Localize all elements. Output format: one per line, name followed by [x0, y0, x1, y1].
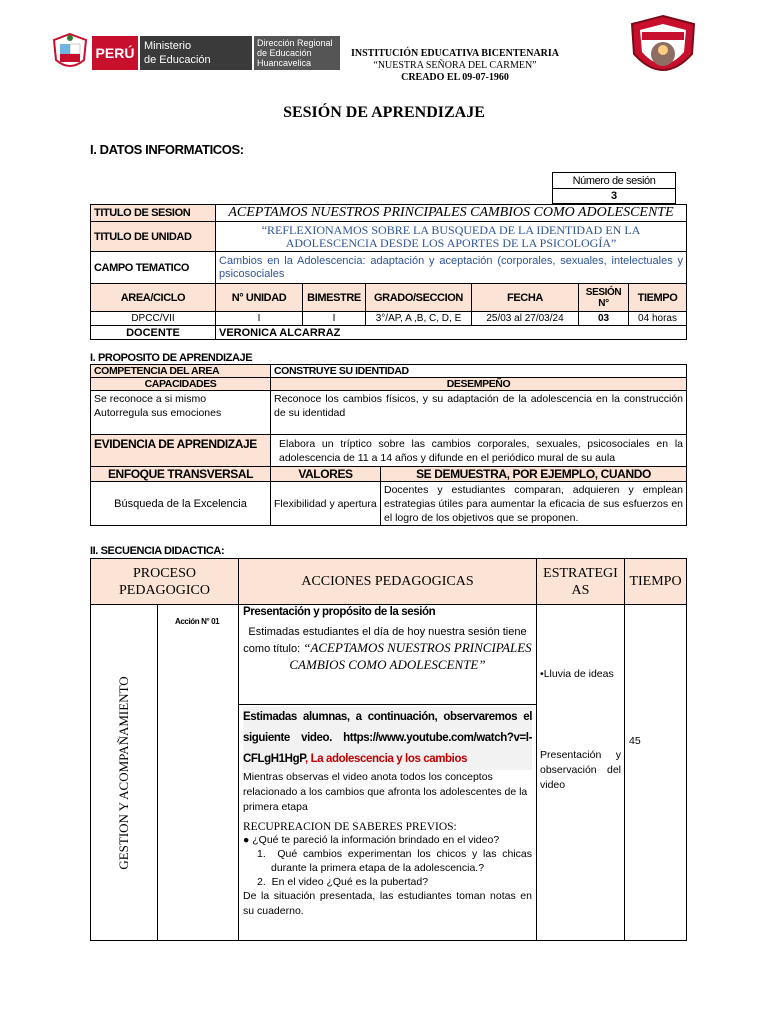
valores-value: Flexibilidad y apertura [271, 482, 381, 526]
proposito-table [90, 364, 687, 526]
secuencia-heading: II. SECUENCIA DIDACTICA: [90, 545, 225, 557]
presentacion-text: Estimadas estudiantes el día de hoy nuestra sesión tiene como título: “ACEPTAMOS NUESTROS PRINCIPALES CAMBIOS COMO ADOLESCENTE” [243, 626, 532, 672]
titulo-unidad-value: “REFLEXIONAMOS SOBRE LA BUSQUEDA DE LA IDENTIDAD EN LA ADOLESCENCIA DESDE LOS APORTES DE LA PSICOLOGÍA” [216, 222, 687, 252]
col-tiempo: TIEMPO [625, 559, 687, 605]
desempeno-value: Reconoce los cambios físicos, y su adaptación de la adolescencia en la construcción de su identidad [271, 391, 687, 435]
val-fecha: 25/03 al 27/03/24 [472, 312, 579, 326]
col-acciones: ACCIONES PEDAGOGICAS [239, 559, 537, 605]
enfoque-label: ENFOQUE TRANSVERSAL [91, 467, 271, 482]
competencia-value: CONSTRUYE SU IDENTIDAD [271, 365, 687, 378]
evidencia-label: EVIDENCIA DE APRENDIZAJE [91, 435, 271, 467]
desempeno-label: DESEMPEÑO [271, 378, 687, 391]
cierre-text: De la situación presentada, las estudiantes toman notas en su cuaderno. [243, 890, 532, 917]
val-grado: 3°/AP, A ,B, C, D, E [366, 312, 472, 326]
docente-label: DOCENTE [91, 326, 216, 340]
estrategia-video: Presentación y observación del video [540, 749, 621, 791]
demuestra-value: Docentes y estudiantes comparan, adquieren y emplean estrategias útiles para aumentar la eficacia de sus esfuerzos en el logro de los objetivos que se proponen. [381, 482, 687, 526]
col-area: AREA/CICLO [91, 284, 216, 312]
col-fecha: FECHA [472, 284, 579, 312]
evidencia-value: Elabora un tríptico sobre las cambios corporales, sexuales, psicosociales en la adolescencia de 11 a 14 años y difunde en el periódico mural de su aula [271, 435, 687, 467]
acciones-cell [239, 605, 537, 941]
school-crest-icon [628, 14, 698, 86]
institution-name: INSTITUCIÓN EDUCATIVA BICENTENARIA “NUESTRA SEÑORA DEL CARMEN” CREADO EL 09-07-1960 [350, 48, 559, 83]
col-proceso: PROCESO PEDAGOGICO [91, 559, 239, 605]
tiempo-value: 45 [629, 735, 641, 747]
vertical-process-label: GESTION Y ACOMPAÑAMIENTO [116, 676, 131, 870]
col-unidad: N° UNIDAD [216, 284, 303, 312]
question-2: 2. En el video ¿Qué es la pubertad? [257, 876, 429, 888]
col-bimestre: BIMESTRE [303, 284, 366, 312]
observa-text: Mientras observas el video anota todos los conceptos relacionado a los cambios que afronta los adolescentes de la primera etapa [243, 771, 528, 813]
capacidades-value: Se reconoce a si mismo Autorregula sus emociones [91, 391, 271, 435]
campo-tematico-value: Cambios en la Adolescencia: adaptación y aceptación (corporales, sexuales, intelectuales y psicosociales [216, 252, 687, 284]
bullet-item: ● ¿Qué te pareció la información brindado en el video? [243, 834, 500, 846]
accion-label: Acción N° 01 [175, 617, 220, 626]
campo-tematico-label: CAMPO TEMATICO [91, 252, 216, 284]
secuencia-table [90, 558, 687, 941]
proposito-heading: I. PROPOSITO DE APRENDIZAJE [90, 352, 253, 364]
val-bimestre: I [303, 312, 366, 326]
val-tiempo: 04 horas [629, 312, 687, 326]
numero-sesion-table [552, 172, 676, 204]
minedu-logo [50, 32, 333, 74]
recuperacion-title: RECUPREACION DE SABERES PREVIOS: [243, 821, 457, 833]
docente-value: VERONICA ALCARRAZ [216, 326, 687, 340]
question-1: 1. Qué cambios experimentan los chicos y las chicas durante la primera etapa de la adolescencia.? [257, 848, 532, 874]
col-estrategias: ESTRATEGIAS [537, 559, 625, 605]
col-grado: GRADO/SECCION [366, 284, 472, 312]
presentacion-title: Presentación y propósito de la sesión [243, 606, 436, 618]
titulo-italic: “ACEPTAMOS NUESTROS PRINCIPALES CAMBIOS COMO ADOLESCENTE” [289, 640, 532, 672]
proceso-cell [91, 605, 239, 941]
tiempo-cell [625, 605, 687, 941]
titulo-unidad-label: TITULO DE UNIDAD [91, 222, 216, 252]
val-sesion: 03 [579, 312, 629, 326]
video-text: Estimadas alumnas, a continuación, observaremos el siguiente video. https://www.youtube.com/watch?v=l-CFLgH1HgP, La adolescencia y los cambios [243, 707, 532, 770]
enfoque-value: Búsqueda de la Excelencia [91, 482, 271, 526]
estrategias-cell [537, 605, 625, 941]
demuestra-label: SE DEMUESTRA, POR EJEMPLO, CUANDO [381, 467, 687, 482]
titulo-sesion-label: TITULO DE SESION [91, 205, 216, 222]
page-title: SESIÓN DE APRENDIZAJE [283, 104, 485, 121]
datos-table [90, 204, 687, 340]
numero-sesion-value: 3 [553, 189, 676, 204]
estrategia-lluvia: •Lluvia de ideas [540, 668, 614, 680]
section-datos-heading: I. DATOS INFORMATICOS: [90, 142, 244, 157]
col-tiempo: TIEMPO [629, 284, 687, 312]
titulo-sesion-value: ACEPTAMOS NUESTROS PRINCIPALES CAMBIOS COMO ADOLESCENTE [216, 205, 687, 222]
col-sesion: SESIÓN N° [579, 284, 629, 312]
direccion-label: Dirección Regional de Educación Huancavelica [254, 36, 340, 70]
capacidades-label: CAPACIDADES [91, 378, 271, 391]
ministerio-label: Ministerio de Educación [140, 36, 252, 70]
val-unidad: I [216, 312, 303, 326]
numero-sesion-label: Número de sesión [553, 173, 676, 189]
peru-shield-icon [50, 32, 90, 74]
competencia-label: COMPETENCIA DEL AREA [91, 365, 271, 378]
valores-label: VALORES [271, 467, 381, 482]
peru-label: PERÚ [92, 36, 138, 70]
val-area: DPCC/VII [91, 312, 216, 326]
